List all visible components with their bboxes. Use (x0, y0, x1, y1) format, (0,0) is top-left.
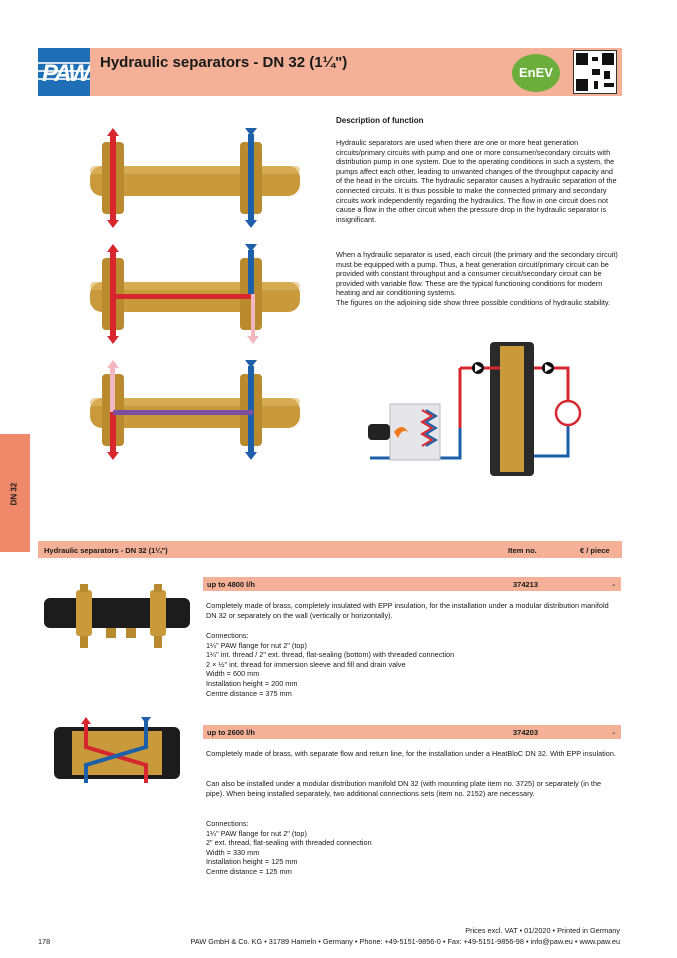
product-row-374213[interactable] (203, 577, 621, 591)
separator-illustration-primary-excess (80, 244, 310, 344)
connections-label: Connections: (206, 631, 249, 640)
spec-height: Installation height = 125 mm (206, 857, 298, 867)
logo-text: PAW (42, 60, 89, 87)
product-description: Completely made of brass, with separate flow and return line, for the installation under a HeatBloC DN 32. With EPP insulation. (206, 749, 616, 758)
paw-logo (38, 48, 90, 96)
product-connections (206, 631, 618, 698)
product-price: - (612, 580, 615, 589)
description-paragraph-2 (336, 250, 621, 308)
qr-code-icon (573, 50, 617, 94)
spec-width: Width = 330 mm (206, 847, 260, 857)
description-paragraph-2-text: When a hydraulic separator is used, each circuit (the primary and the secondary circuit) must be equipped with a pump. Thus, a heat generation circuit/primary circuit can be provided with constant throughput and a consumer circuit/secondary circuit can be provided with variable flow. These are the typical functioning conditions for modern heating and air conditioning systems. (336, 250, 618, 298)
spec-height: Installation height = 200 mm (206, 678, 298, 688)
footer-address: PAW GmbH & Co. KG • 31789 Hameln • Germany • Phone: +49-5151-9856-0 • Fax: +49-5151-9856-98 • info@paw.eu • www.paw.eu (190, 937, 620, 946)
separator-illustration-balanced (80, 128, 310, 228)
table-header (38, 541, 622, 558)
column-price: € / piece (580, 546, 610, 555)
product-image-374213 (40, 584, 194, 654)
product-price: - (612, 728, 615, 737)
enev-badge: EnEV (512, 54, 560, 92)
product-item-no: 374203 (513, 728, 539, 737)
product-image-374203 (40, 717, 194, 787)
footer-price-note: Prices excl. VAT • 01/2020 • Printed in Germany (465, 926, 620, 935)
connection-line: 2 × ½" int. thread for immersion sleeve and fill and drain valve (206, 659, 406, 669)
product-flow-rate: up to 2600 l/h (207, 728, 255, 737)
separator-illustration-secondary-excess (80, 360, 310, 460)
product-description: Completely made of brass, completely insulated with EPP insulation, for the installation under a modular distribution manifold DN 32 or separately on the wall (vertically or horizontally). (206, 601, 609, 620)
spec-centre-distance: Centre distance = 375 mm (206, 688, 292, 698)
section-tab-label: DN 32 (9, 482, 19, 506)
page-number: 178 (38, 937, 51, 946)
description-paragraph-3-text: The figures on the adjoining side show three possible conditions of hydraulic stability. (336, 297, 611, 307)
product-installation-note: Can also be installed under a modular distribution manifold DN 32 (with mounting plate item no. 3725) or separately (in the pipe). When being installed separately, two additional connections sets (item no. 2152) are necessary. (206, 779, 602, 798)
connection-line: 1¼" PAW flange for nut 2" (top) (206, 828, 307, 838)
description-heading: Description of function (336, 116, 424, 125)
spec-centre-distance: Centre distance = 125 mm (206, 866, 292, 876)
system-schematic-diagram (350, 338, 600, 480)
product-flow-rate: up to 4800 l/h (207, 580, 255, 589)
column-item-no: Item no. (508, 546, 537, 555)
description-paragraph-1: Hydraulic separators are used when there are one or more heat generation circuits/primary circuits with pump and one or more consumer/secondary circuits with distribution pump in one system. Due to the operating conditions in such a system, the pumps affect each other, leading to unwanted changes of the throughput capacity and of the head in the circuits. The hydraulic separator causes a hydraulic separation of the connected circuits. It is thus possible to make the connected primary and secondary circuits work independently regarding the hydraulics. The flow in one circuit does not cause a flow in the other circuit when the pressure drop in the hydraulic separator is insignificant. (336, 138, 617, 224)
page-title: Hydraulic separators - DN 32 (1¼") (100, 54, 348, 71)
product-connections (206, 819, 618, 877)
table-name: Hydraulic separators - DN 32 (1¼") (44, 546, 168, 555)
connection-line: 1¼" PAW flange for nut 2" (top) (206, 640, 307, 650)
connection-line: 1¼" int. thread / 2" ext. thread, flat-sealing (bottom) with threaded connection (206, 650, 455, 660)
connection-line: 2" ext. thread, flat-sealing with threaded connection (206, 838, 372, 848)
spec-width: Width = 600 mm (206, 669, 260, 679)
product-row-374203[interactable] (203, 725, 621, 739)
product-item-no: 374213 (513, 580, 539, 589)
connections-label: Connections: (206, 819, 249, 828)
